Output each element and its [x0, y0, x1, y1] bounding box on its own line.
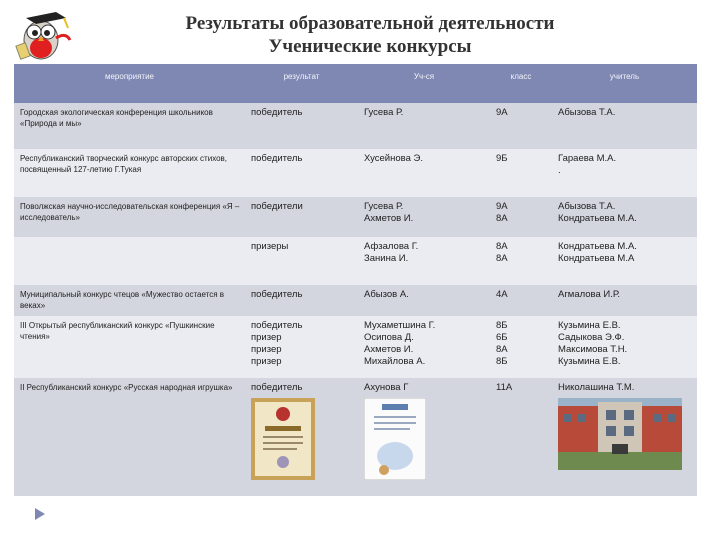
table-row: [14, 103, 697, 149]
event-cell: III Открытый республиканский конкурс «Пушкинские чтения»: [14, 316, 245, 378]
table-header-row: [14, 64, 697, 103]
teacher-cell: Кузьмина Е.В. Садыкова Э.Ф. Максимова Т.Н. Кузьмина Е.В.: [552, 316, 697, 378]
students-cell: Ахунова Г: [358, 378, 490, 496]
column-header-class: класс: [490, 64, 552, 103]
students-cell: Афзалова Г. Занина И.: [358, 237, 490, 285]
column-header-event: мероприятие: [14, 64, 245, 103]
school-building-photo-icon: [558, 398, 682, 470]
column-header-teacher: учитель: [552, 64, 697, 103]
students-cell: Гусева Р.: [358, 103, 490, 149]
result-cell: победители: [245, 197, 358, 237]
results-table: [14, 64, 697, 496]
students-cell: Мухаметшина Г. Осипова Д. Ахметов И. Михайлова А.: [358, 316, 490, 378]
table-row: [14, 285, 697, 316]
class-cell: 8А 8А: [490, 237, 552, 285]
result-cell: победитель: [245, 103, 358, 149]
page-title: Результаты образовательной деятельности: [185, 13, 555, 34]
page-subtitle: Ученические конкурсы: [268, 36, 472, 57]
students-cell: Абызов А.: [358, 285, 490, 316]
slide-bullet-arrow-icon: [34, 507, 46, 521]
event-cell: [14, 237, 245, 285]
teacher-cell: Николашина Т.М.: [552, 378, 697, 496]
column-header-result: результат: [245, 64, 358, 103]
students-cell: Хусейнова Э.: [358, 149, 490, 197]
result-cell: победитель призер призер призер: [245, 316, 358, 378]
class-cell: 8Б 6Б 8А 8Б: [490, 316, 552, 378]
event-cell: Муниципальный конкурс чтецов «Мужество остается в веках»: [14, 285, 245, 316]
column-header-students: Уч-ся: [358, 64, 490, 103]
event-cell: Поволжская научно-исследовательская конференция «Я – исследователь»: [14, 197, 245, 237]
table-row: [14, 378, 697, 496]
teacher-cell: Кондратьева М.А. Кондратьева М.А: [552, 237, 697, 285]
teacher-cell: Агмалова И.Р.: [552, 285, 697, 316]
students-cell: Гусева Р. Ахметов И.: [358, 197, 490, 237]
certificate-image-icon: [364, 398, 426, 480]
event-cell: Городская экологическая конференция школьников «Природа и мы»: [14, 103, 245, 149]
result-cell: победитель: [245, 378, 358, 496]
event-cell: II Республиканский конкурс «Русская народная игрушка»: [14, 378, 245, 496]
class-cell: 9Б: [490, 149, 552, 197]
result-cell: победитель: [245, 285, 358, 316]
diploma-image-icon: [251, 398, 315, 480]
class-cell: 11А: [490, 378, 552, 496]
result-cell: победитель: [245, 149, 358, 197]
table-row: [14, 197, 697, 237]
teacher-cell: Абызова Т.А.: [552, 103, 697, 149]
teacher-cell: Абызова Т.А. Кондратьева М.А.: [552, 197, 697, 237]
teacher-cell: Гараева М.А. .: [552, 149, 697, 197]
class-cell: 4А: [490, 285, 552, 316]
table-row: [14, 316, 697, 378]
table-row: [14, 149, 697, 197]
class-cell: 9А: [490, 103, 552, 149]
class-cell: 9А 8А: [490, 197, 552, 237]
event-cell: Республиканский творческий конкурс авторских стихов, посвященный 127-летию Г.Тукая: [14, 149, 245, 197]
owl-logo-icon: [6, 4, 80, 62]
table-row: [14, 237, 697, 285]
result-cell: призеры: [245, 237, 358, 285]
